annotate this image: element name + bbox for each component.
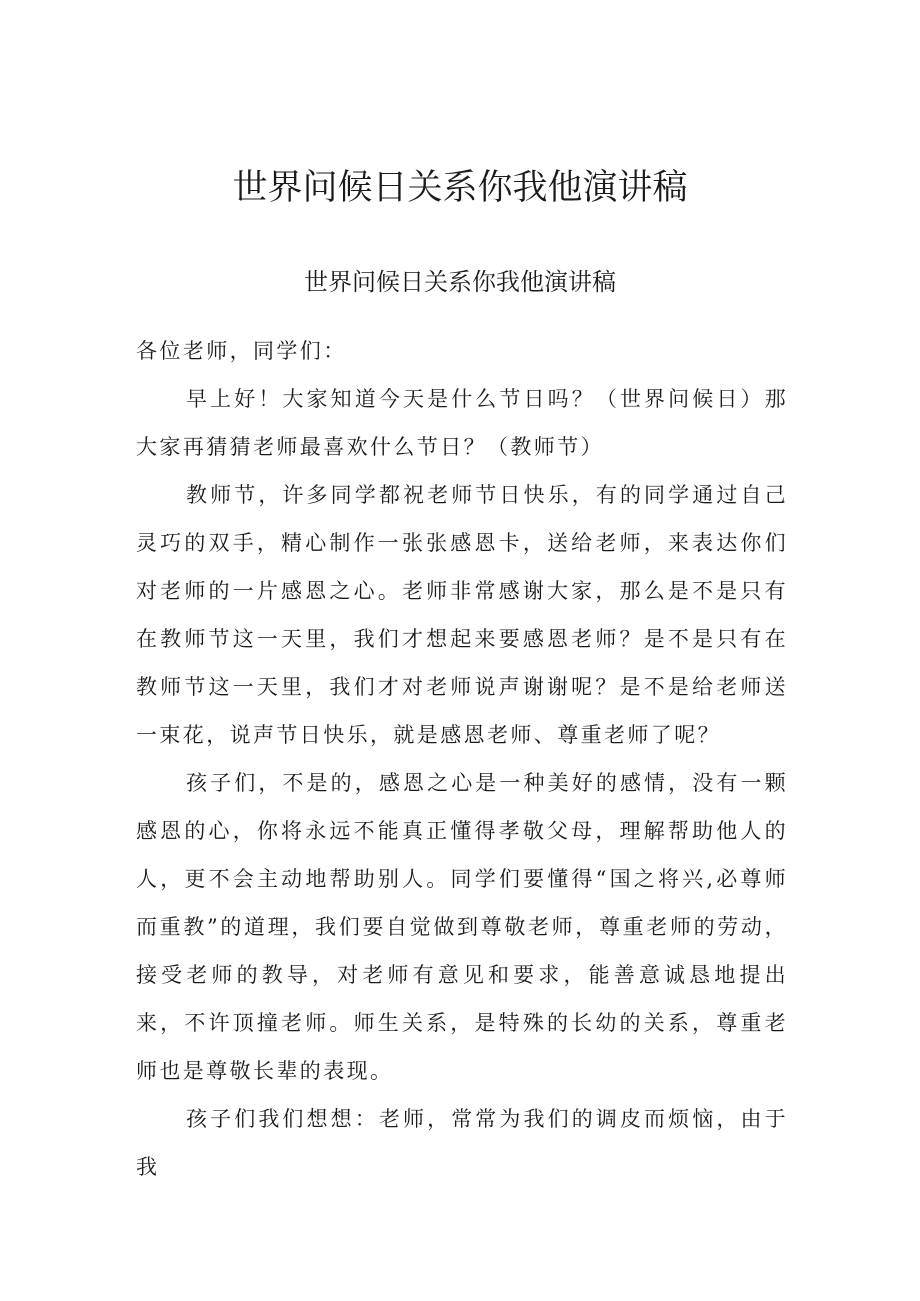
document-body [136,327,788,1191]
greeting-line: 各位老师，同学们： [136,339,347,363]
document-title: 世界问候日关系你我他演讲稿 [232,168,688,208]
paragraph: 孩子们，不是的，感恩之心是一种美好的感情，没有一颗感恩的心，你将永远不能真正懂得孝敬父母，理解帮助他人的人，更不会主动地帮助别人。同学们要懂得“国之将兴,必尊师而重教”的道理，我们要自觉做到尊敬老师，尊重老师的劳动，接受老师的教导，对老师有意见和要求，能善意诚恳地提出来，不许顶撞老师。师生关系，是特殊的长幼的关系，尊重老师也是尊敬长辈的表现。 [136,771,788,1083]
paragraph: 早上好！大家知道今天是什么节日吗？（世界问候日）那大家再猜猜老师最喜欢什么节日？（教师节） [136,387,788,459]
paragraph: 孩子们我们想想：老师，常常为我们的调皮而烦恼，由于我 [136,1107,788,1179]
document-subtitle: 世界问候日关系你我他演讲稿 [304,268,616,296]
paragraph: 教师节，许多同学都祝老师节日快乐，有的同学通过自己灵巧的双手，精心制作一张张感恩卡，送给老师，来表达你们对老师的一片感恩之心。老师非常感谢大家，那么是不是只有在教师节这一天里，我们才想起来要感恩老师？是不是只有在教师节这一天里，我们才对老师说声谢谢呢？是不是给老师送一束花，说声节日快乐，就是感恩老师、尊重老师了呢？ [136,483,788,747]
